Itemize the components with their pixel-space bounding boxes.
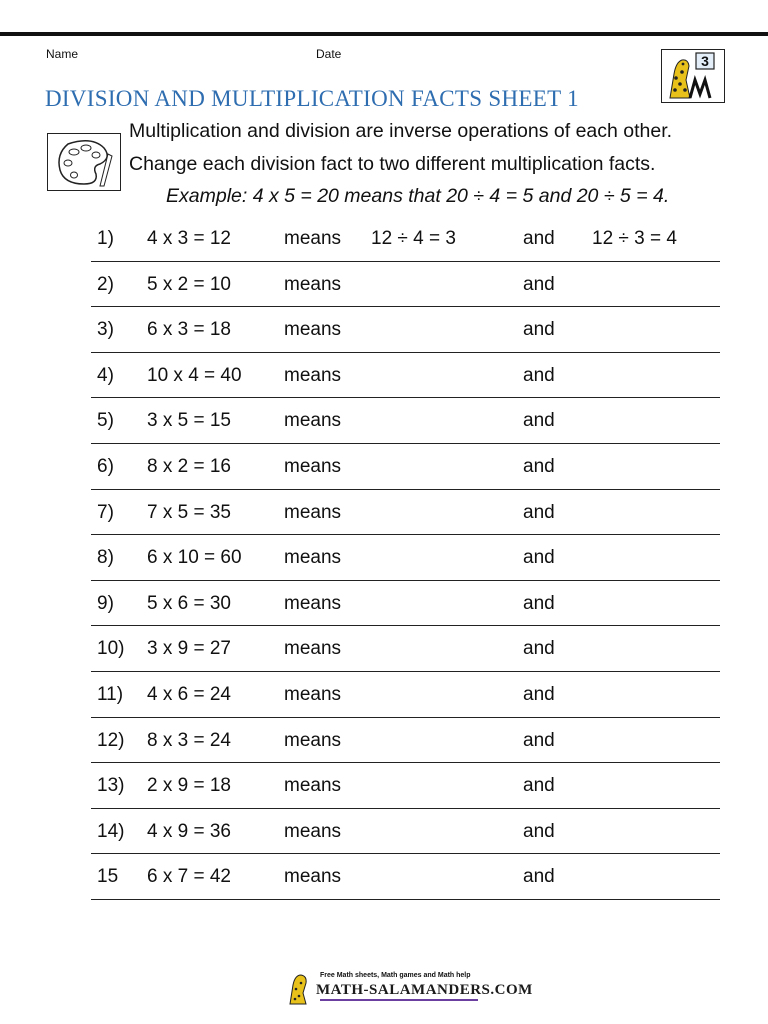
fact-number: 13) — [97, 775, 125, 797]
multiplication-fact: 3 x 5 = 15 — [147, 410, 231, 432]
means-label: means — [284, 683, 342, 705]
page-title: DIVISION AND MULTIPLICATION FACTS SHEET 1 — [45, 86, 579, 111]
multiplication-fact: 5 x 2 = 10 — [147, 273, 231, 295]
fact-number: 8) — [97, 547, 114, 569]
means-label: means — [284, 410, 342, 432]
grade-badge: 3 — [701, 53, 709, 69]
means-label: means — [284, 592, 342, 614]
fact-row — [91, 581, 720, 627]
footer-site: MATH-SALAMANDERS.COM — [316, 982, 533, 998]
fact-number: 6) — [97, 455, 114, 477]
and-label: and — [523, 775, 555, 797]
example-line: Example: 4 x 5 = 20 means that 20 ÷ 4 = 5 and 20 ÷ 5 = 4. — [166, 185, 670, 207]
fact-row — [91, 809, 720, 855]
multiplication-fact: 5 x 6 = 30 — [147, 592, 231, 614]
fact-number: 1) — [97, 228, 114, 249]
multiplication-fact: 8 x 3 = 24 — [147, 729, 231, 751]
means-label: means — [284, 501, 342, 523]
fact-row — [91, 763, 720, 809]
and-label: and — [523, 455, 555, 477]
multiplication-fact: 2 x 9 = 18 — [147, 775, 231, 797]
fact-row — [91, 444, 720, 490]
fact-row — [91, 398, 720, 444]
fact-number: 3) — [97, 319, 114, 341]
footer-logo — [286, 968, 533, 1008]
means-label: means — [284, 638, 342, 660]
multiplication-fact: 4 x 3 = 12 — [147, 228, 231, 249]
and-label: and — [523, 683, 555, 705]
top-rule — [0, 32, 768, 36]
multiplication-fact: 6 x 3 = 18 — [147, 319, 231, 341]
intro-line-1: Multiplication and division are inverse operations of each other. — [129, 120, 673, 142]
fact-number: 10) — [97, 638, 125, 660]
fact-row — [91, 535, 720, 581]
fact-row — [91, 353, 720, 399]
means-label: means — [284, 228, 342, 249]
footer-underline — [320, 999, 478, 1001]
facts-list — [91, 216, 720, 900]
fact-number: 5) — [97, 410, 114, 432]
means-label: means — [284, 455, 342, 477]
and-label: and — [523, 410, 555, 432]
fact-row — [91, 718, 720, 764]
fact-number: 4) — [97, 364, 114, 386]
answer-field-2[interactable]: 12 ÷ 3 = 4 — [592, 228, 677, 249]
date-label: Date — [316, 47, 342, 61]
and-label: and — [523, 319, 555, 341]
multiplication-fact: 7 x 5 = 35 — [147, 501, 231, 523]
means-label: means — [284, 547, 342, 569]
fact-number: 11) — [97, 683, 124, 705]
fact-row — [91, 307, 720, 353]
and-label: and — [523, 866, 555, 888]
and-label: and — [523, 592, 555, 614]
fact-row — [91, 626, 720, 672]
footer-tagline: Free Math sheets, Math games and Math help — [320, 972, 471, 979]
multiplication-fact: 6 x 10 = 60 — [147, 547, 242, 569]
means-label: means — [284, 729, 342, 751]
paint-palette-icon — [47, 133, 121, 191]
and-label: and — [523, 273, 555, 295]
fact-number: 14) — [97, 820, 125, 842]
fact-number: 2) — [97, 273, 114, 295]
intro-line-2: Change each division fact to two different multiplication facts. — [129, 153, 656, 175]
fact-number: 7) — [97, 501, 114, 523]
means-label: means — [284, 866, 342, 888]
fact-row — [91, 490, 720, 536]
means-label: means — [284, 820, 342, 842]
multiplication-fact: 4 x 6 = 24 — [147, 683, 231, 705]
and-label: and — [523, 228, 555, 249]
and-label: and — [523, 364, 555, 386]
and-label: and — [523, 547, 555, 569]
multiplication-fact: 4 x 9 = 36 — [147, 820, 231, 842]
name-label: Name — [46, 47, 79, 61]
fact-row — [91, 262, 720, 308]
and-label: and — [523, 638, 555, 660]
salamander-grade-logo-icon — [661, 49, 725, 103]
fact-number: 15 — [97, 866, 119, 888]
and-label: and — [523, 501, 555, 523]
means-label: means — [284, 364, 342, 386]
fact-number: 9) — [97, 592, 114, 614]
means-label: means — [284, 273, 342, 295]
fact-row — [91, 216, 720, 262]
salamander-mascot-icon — [286, 971, 312, 1005]
fact-number: 12) — [97, 729, 125, 751]
multiplication-fact: 10 x 4 = 40 — [147, 364, 242, 386]
multiplication-fact: 6 x 7 = 42 — [147, 866, 231, 888]
means-label: means — [284, 319, 342, 341]
fact-row — [91, 854, 720, 900]
multiplication-fact: 8 x 2 = 16 — [147, 455, 231, 477]
answer-field-1[interactable]: 12 ÷ 4 = 3 — [371, 228, 456, 249]
multiplication-fact: 3 x 9 = 27 — [147, 638, 231, 660]
and-label: and — [523, 820, 555, 842]
means-label: means — [284, 775, 342, 797]
and-label: and — [523, 729, 555, 751]
fact-row — [91, 672, 720, 718]
